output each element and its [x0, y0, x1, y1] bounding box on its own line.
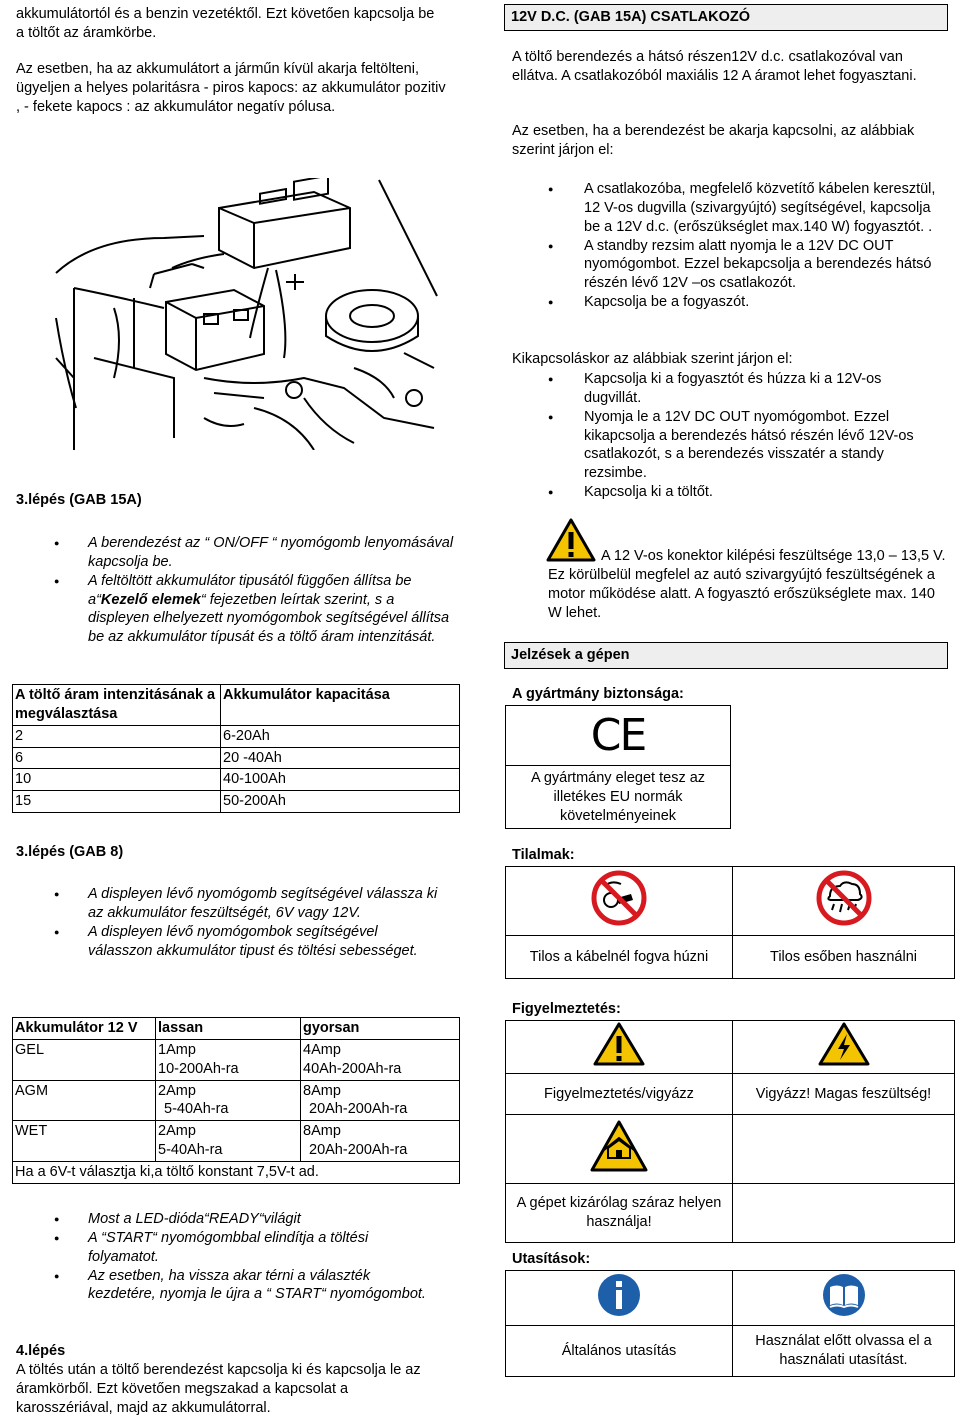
- switch-off-list: [512, 370, 942, 502]
- table-row: WET 2Amp 5-40Ah-ra 8Amp 20Ah-200Ah-ra: [13, 1121, 460, 1162]
- list-item: ● Kapcsolja ki a töltőt.: [512, 483, 942, 502]
- switch-off-intro: Kikapcsoláskor az alábbiak szerint járjon el:: [512, 351, 793, 367]
- switch-on-intro: Az esetben, ha a berendezést be akarja kapcsolni, az alábbiak szerint járjon el:: [512, 123, 915, 158]
- step3-start-list: [16, 1210, 436, 1304]
- table-note: Ha a 6V-t választja ki,a töltő konstant 7,5V-t ad.: [13, 1161, 460, 1183]
- prohibit-text-1: Tilos a kábelnél fogva húzni: [506, 936, 733, 979]
- step3-gab15a-heading: 3.lépés (GAB 15A): [16, 492, 142, 508]
- table-header: Akkumulátor kapacitása: [221, 685, 460, 726]
- table-row: AGM 2Amp 5-40Ah-ra 8Amp 20Ah-200Ah-ra: [13, 1080, 460, 1121]
- warn-text-2: Vigyázz! Magas feszültség!: [733, 1074, 955, 1115]
- warnings-heading: Figyelmeztetés:: [512, 1001, 621, 1017]
- table-header: Akkumulátor 12 V: [13, 1018, 156, 1040]
- list-item: ● A feltöltött akkumulátor tipusától függően állítsa be a“Kezelő elemek“ fejezetben leírtak szerint, s a displeyen elhelyezett nyomógombok segítségével állítsa be az akkumulátor típusát és a töltő áram intenzitását.: [16, 572, 456, 647]
- step3-gab8-list: [16, 885, 446, 960]
- instructions-grid: [505, 1270, 955, 1377]
- read-manual-icon: [822, 1273, 866, 1317]
- intro-paragraph-1: akkumulátortól és a benzin vezetéktől. Ezt követően kapcsolja be a töltőt az áramkörbe.: [16, 6, 435, 41]
- ce-box: [505, 705, 731, 829]
- high-voltage-icon: [818, 1022, 870, 1066]
- table-row: GEL 1Amp 10-200Ah-ra 4Amp 40Ah-200Ah-ra: [13, 1039, 460, 1080]
- table-header: gyorsan: [301, 1018, 460, 1040]
- list-item: ● A displeyen lévő nyomógombok segítségével válasszon akkumulátor tipust és töltési sebességet.: [16, 923, 446, 961]
- prohibitions-heading: Tilalmak:: [512, 847, 575, 863]
- instr-text-1: Általános utasítás: [506, 1326, 733, 1377]
- voltage-warning-text: A 12 V-os konektor kilépési feszültsége 13,0 – 13,5 V. Ez körülbelül megfelel az autó szivargyújtó feszültségének a motor működése alatt. A fogyasztó erőszükséglete max. 140 W lehet.: [548, 548, 946, 621]
- list-item: ● A displeyen lévő nyomógomb segítségével válassza ki az akkumulátor feszültségét, 6V vagy 12V.: [16, 885, 446, 923]
- step4-text: A töltés után a töltő berendezést kapcsolja ki és kapcsolja le az áramkörből. Ezt követően megszakad a kapcsolat a karosszériával, majd az akkumulátorral.: [16, 1362, 421, 1416]
- connector-paragraph: A töltő berendezés a hátsó részen12V d.c. csatlakozóval van ellátva. A csatlakozóból maxiális 12 A áramot lehet fogyasztani.: [512, 49, 917, 84]
- list-item: ● A “START“ nyomógombbal elindítja a töltési folyamatot.: [16, 1229, 436, 1267]
- battery-type-table: [12, 1017, 460, 1184]
- instructions-heading: Utasítások:: [512, 1251, 591, 1267]
- list-item: ● Nyomja le a 12V DC OUT nyomógombot. Ezzel kikapcsolja a berendezés hátsó részén lévő 12V-os csatlakozót, s a berendezés visszatér a standy rezsimbe.: [512, 408, 942, 483]
- warn-text-1: Figyelmeztetés/vigyázz: [506, 1074, 733, 1115]
- ce-text: A gyártmány eleget tesz az illetékes EU normák követelményeinek: [506, 766, 731, 829]
- prohibit-text-2: Tilos esőben használni: [733, 936, 955, 979]
- step4-heading: 4.lépés: [16, 1343, 66, 1359]
- general-warning-icon: [593, 1022, 645, 1066]
- table-row: 15 50-200Ah: [13, 791, 460, 813]
- list-item: ● A standby rezsim alatt nyomja le a 12V DC OUT nyomógombot. Ezzel bekapcsolja a berendezés hátsó részén lévő 12V –os csatlakozót.: [512, 237, 948, 294]
- safety-heading: A gyártmány biztonsága:: [512, 686, 684, 702]
- table-header: A töltő áram intenzitásának a megválasztása: [13, 685, 221, 726]
- instr-text-2: Használat előtt olvassa el a használati utasítást.: [733, 1326, 955, 1377]
- table-row: 6 20 -40Ah: [13, 747, 460, 769]
- step3-gab15a-list: [16, 534, 456, 647]
- list-item: ● Az esetben, ha vissza akar térni a választék kezdetére, nyomja le újra a “ START“ nyomógombot.: [16, 1267, 436, 1305]
- intro-paragraph-2: Az esetben, ha az akkumulátort a járműn kívül akarja feltölteni, ügyeljen a helyes polaritásra - piros kapocs: az akkumulátor pozitiv , - fekete kapocs : az akkumulátor negatív pólusa.: [16, 61, 446, 115]
- no-rain-use-icon: [816, 870, 872, 926]
- indoor-use-only-icon: [590, 1120, 648, 1172]
- warnings-grid: [505, 1020, 955, 1243]
- ce-mark-icon: CE: [590, 710, 646, 761]
- charger-battery-illustration: [54, 178, 439, 450]
- signs-heading: Jelzések a gépen: [504, 642, 948, 669]
- table-row: [13, 1161, 460, 1183]
- connector-section-heading: 12V D.C. (GAB 15A) CSATLAKOZÓ: [504, 4, 948, 31]
- no-pull-cable-icon: [591, 870, 647, 926]
- table-row: 10 40-100Ah: [13, 769, 460, 791]
- general-instruction-icon: [597, 1273, 641, 1317]
- list-item: ● Kapcsolja ki a fogyasztót és húzza ki a 12V-os dugvillát.: [512, 370, 942, 408]
- table-row: 2 6-20Ah: [13, 725, 460, 747]
- step3-gab8-heading: 3.lépés (GAB 8): [16, 844, 124, 860]
- list-item: ● A csatlakozóba, megfelelő közvetítő kábelen keresztül, 12 V-os dugvilla (szivargyújtó) segítségével, kapcsolja be a 12V d.c. (erőszükséglet max.140 W) fogyasztót. .: [512, 180, 948, 237]
- table-header: lassan: [156, 1018, 301, 1040]
- list-item: ● Most a LED-dióda“READY“világit: [16, 1210, 436, 1229]
- list-item: ● A berendezést az “ ON/OFF “ nyomógomb lenyomásával kapcsolja be.: [16, 534, 456, 572]
- switch-on-list: [512, 180, 948, 312]
- dry-use-text: A gépet kizárólag száraz helyen használja!: [506, 1184, 733, 1243]
- prohibitions-grid: [505, 866, 955, 979]
- list-item: ● Kapcsolja be a fogyaszót.: [512, 293, 948, 312]
- charge-current-table: [12, 684, 460, 813]
